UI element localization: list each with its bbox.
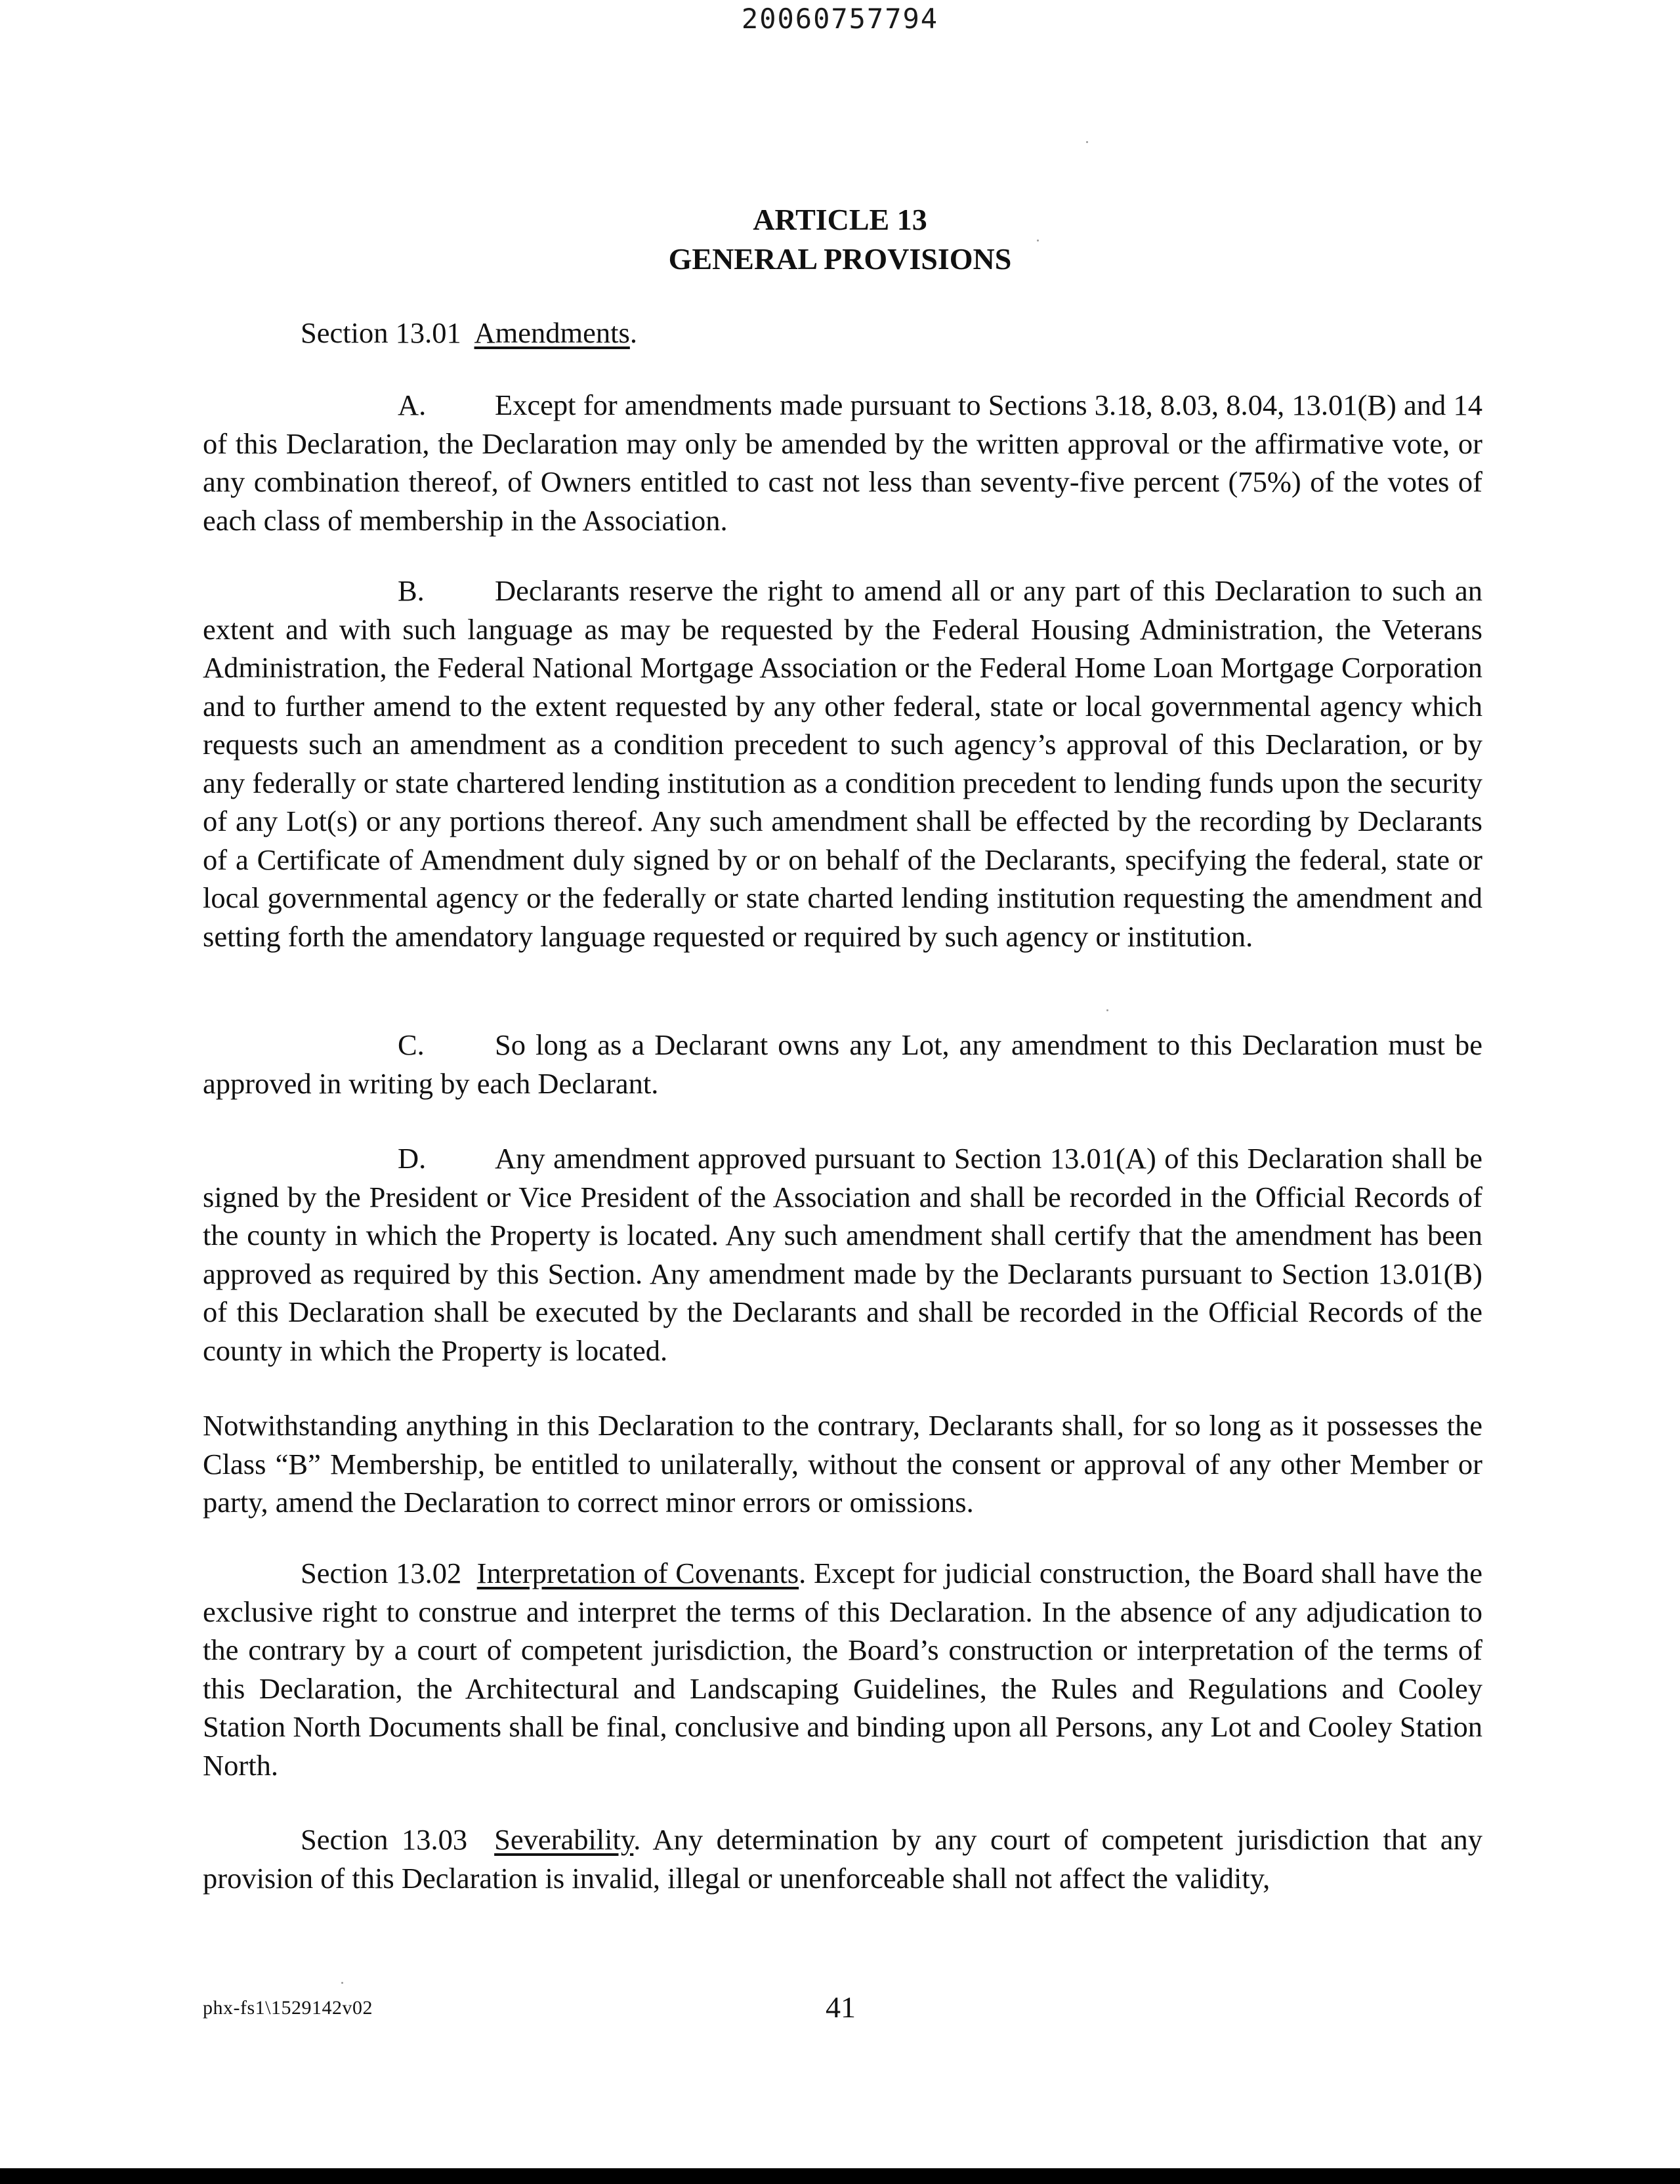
scan-speck (1086, 141, 1088, 143)
section-text: . Except for judicial construction, the Board shall have the exclusive right to construe and interpret the terms of this Declaration. In the absence of any adjudication to the contrary by a court of competent jurisdiction, the Board’s construction or interpretation of the terms of this Declaration, the Architectural and Landscaping Guidelines, the Rules and Regulations and Cooley Station North Documents shall be final, conclusive and binding upon all Persons, any Lot and Cooley Station North. (203, 1557, 1482, 1782)
paragraph-b (203, 572, 1482, 956)
scan-speck (1037, 240, 1039, 242)
article-heading (0, 200, 1680, 279)
section-label: Section 13.03 (301, 1823, 468, 1856)
section-text: . Any determination by any court of competent jurisdiction that any provision of this Declaration is invalid, illegal or unenforceable shall not affect the validity, (203, 1823, 1483, 1895)
article-title: GENERAL PROVISIONS (668, 242, 1012, 276)
recording-number: 20060757794 (741, 3, 939, 35)
paragraph-a (203, 386, 1482, 539)
paragraph-d (203, 1139, 1482, 1370)
paragraph-text: Declarants reserve the right to amend all or any part of this Declaration to such an extent and with such language as may be requested by the Federal Housing Administration, the Veterans Administration, the Federal National Mortgage Association or the Federal Home Loan Mortgage Corporation and to further amend to the extent requested by any other federal, state or local governmental agency which requests such an amendment as a condition precedent to such agency’s approval of this Declaration, or by any federally or state chartered lending institution as a condition precedent to lending funds upon the security of any Lot(s) or any portions thereof. Any such amendment shall be effected by the recording by Declarants of a Certificate of Amendment duly signed by or on behalf of the Declarants, specifying the federal, state or local governmental agency or the federally or state charted lending institution requesting the amendment and setting forth the amendatory language requested or required by such agency or institution. (203, 574, 1482, 953)
section-13-01-heading: Section 13.01 Amendments. (301, 316, 637, 349)
paragraph-c (203, 1026, 1482, 1102)
section-13-03 (203, 1820, 1482, 1897)
paragraph-text: So long as a Declarant owns any Lot, any amendment to this Declaration must be approved in writing by each Declarant. (203, 1028, 1482, 1100)
scan-speck (341, 1982, 343, 1984)
section-title: Interpretation of Covenants (476, 1557, 799, 1589)
paragraph-letter: C. (398, 1028, 425, 1061)
notwithstanding-paragraph: Notwithstanding anything in this Declaration to the contrary, Declarants shall, for so long as it possesses the Class “B” Membership, be entitled to unilaterally, without the consent or approval of any other Member or party, amend the Declaration to correct minor errors or omissions. (203, 1409, 1482, 1519)
section-label: Section 13.02 (301, 1557, 462, 1589)
paragraph-text: Any amendment approved pursuant to Section 13.01(A) of this Declaration shall be signed by the President or Vice President of the Association and shall be recorded in the Official Records of the county in which the Property is located. Any such amendment shall certify that the amendment has been approved as required by this Section. Any amendment made by the Declarants pursuant to Section 13.01(B) of this Declaration shall be executed by the Declarants and shall be recorded in the Official Records of the county in which the Property is located. (203, 1142, 1482, 1367)
section-label: Section 13.01 (301, 316, 461, 349)
section-title: Severability (494, 1823, 634, 1856)
paragraph-letter: A. (398, 388, 427, 421)
scan-bottom-edge (0, 2168, 1680, 2184)
paragraph-letter: D. (398, 1142, 427, 1175)
article-number: ARTICLE 13 (753, 203, 927, 236)
section-13-02 (203, 1554, 1482, 1784)
paragraph-text: Except for amendments made pursuant to Sections 3.18, 8.03, 8.04, 13.01(B) and 14 of this Declaration, the Declaration may only be amended by the written approval or the affirmative vote, or any combination thereof, of Owners entitled to cast not less than seventy-five percent (75%) of the votes of each class of membership in the Association. (203, 388, 1482, 537)
section-title: Amendments (474, 316, 630, 349)
scan-speck (1106, 1009, 1108, 1011)
file-reference: phx-fs1\1529142v02 (203, 1997, 373, 2019)
page-number: 41 (826, 1990, 856, 2024)
paragraph-letter: B. (398, 574, 425, 607)
